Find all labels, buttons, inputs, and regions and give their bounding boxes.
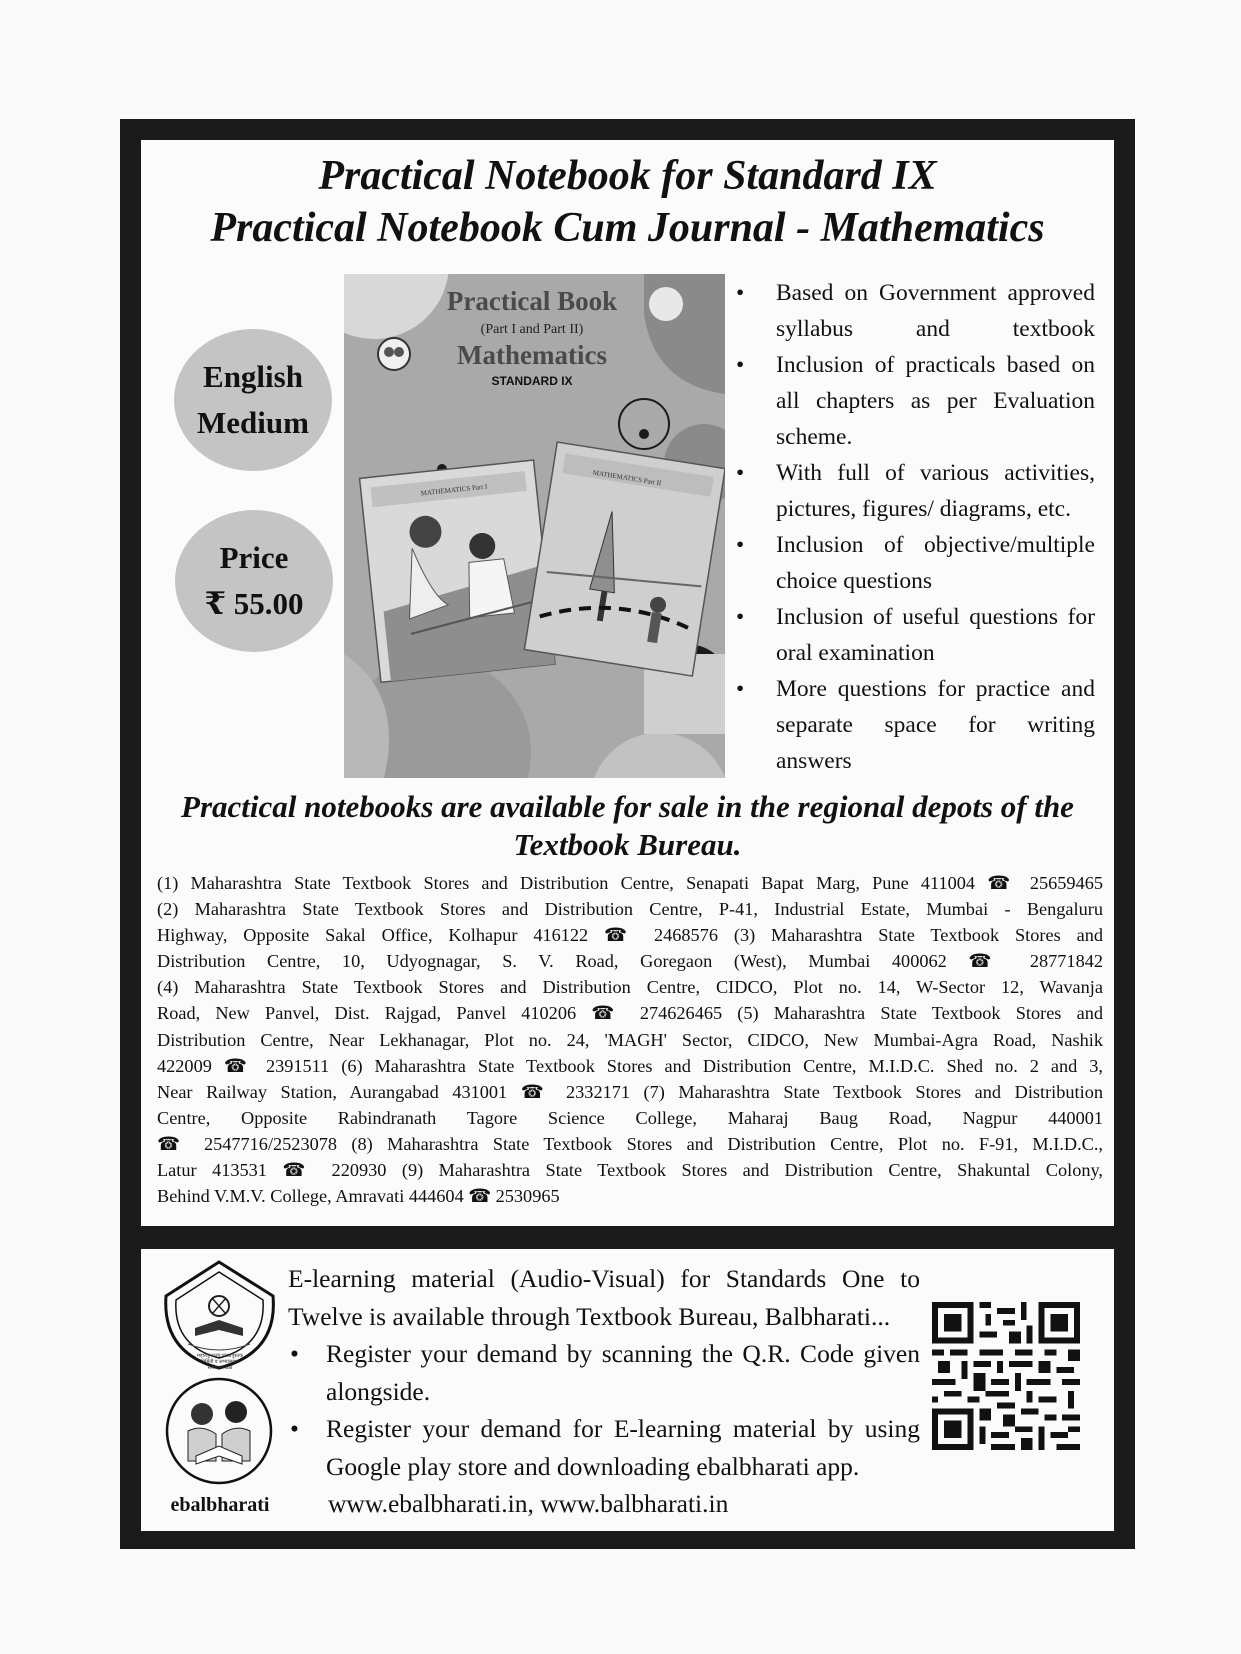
elearning-intro: E-learning material (Audio-Visual) for Standards One to Twelve is available through Textbook Bureau, Balbharati... [288,1264,920,1331]
feature-item: • Based on Government approved syllabus and textbook [735,275,1095,347]
address-line: ☎ 2547716/2523078 (8) Maharashtra State Textbook Stores and Distribution Centre, Plot no. F-91, M.I.D.C., [157,1133,1103,1154]
qr-code[interactable] [932,1302,1080,1450]
feature-list [735,275,1095,779]
cover-subtitle: (Part I and Part II) [480,322,584,337]
cover-book1-label: MATHEMATICS Part I [420,482,488,498]
address-line: Latur 413531 ☎ 220930 (9) Maharashtra State Textbook Stores and Distribution Centre, Shakuntal Colony, [157,1160,1103,1181]
address-line: Behind V.M.V. College, Amravati 444604 ☎ 2530965 [157,1186,560,1207]
elearning-point: • Register your demand for E-learning material by using Google play store and downloading ebalbharati app. [288,1410,920,1485]
address-line: Road, New Panvel, Dist. Rajgad, Panvel 410206 ☎ 274626465 (5) Maharashtra State Textbook Stores and [157,1003,1103,1024]
address-line: Centre, Opposite Rabindranath Tagore Science College, Maharaj Baug Road, Nagpur 440001 [157,1107,1103,1128]
elearning-point: • Register your demand by scanning the Q.R. Code given alongside. [288,1335,920,1410]
address-line: (2) Maharashtra State Textbook Stores and Distribution Centre, P-41, Industrial Estate, Mumbai - Bengaluru [157,899,1103,920]
address-line: (1) Maharashtra State Textbook Stores and Distribution Centre, Senapati Bapat Marg, Pune 411004 ☎ 25659465 [157,873,1103,893]
feature-item: • Inclusion of practicals based on all chapters as per Evaluation scheme. [735,347,1095,455]
medium-badge [174,329,332,471]
elearning-info [288,1260,920,1523]
address-line: Distribution Centre, 10, Udyognagar, S. V. Road, Goregaon (West), Mumbai 400062 ☎ 28771842 [157,951,1103,972]
page-title: Practical Notebook for Standard IX [318,153,937,199]
feature-item: • Inclusion of objective/multiple choice questions [735,527,1095,599]
ebalbharati-logo [160,1376,279,1486]
price-label: Price [219,540,289,575]
price-badge [175,510,333,652]
feature-item: • With full of various activities, pictures, figures/ diagrams, etc. [735,455,1095,527]
cover-subject: Mathematics [457,340,607,370]
address-line: Highway, Opposite Sakal Office, Kolhapur 416122 ☎ 2468576 (3) Maharashtra State Textbook Stores and [157,925,1103,946]
medium-badge-line1: English [203,359,303,394]
address-line: Near Railway Station, Aurangabad 431001 ☎ 2332171 (7) Maharashtra State Textbook Stores and Distribution [157,1081,1103,1102]
feature-item: • Inclusion of useful questions for oral examination [735,599,1095,671]
price-value: ₹ 55.00 [204,586,304,621]
cover-title: Practical Book [446,286,618,316]
book-cover-image [344,274,725,778]
address-line: (4) Maharashtra State Textbook Stores and Distribution Centre, CIDCO, Plot no. 14, W-Sector 12, Wavanja [157,977,1103,998]
cover-book2-label: MATHEMATICS Part II [592,468,662,488]
cover-standard: STANDARD IX [491,374,573,388]
depot-addresses [157,870,1103,1209]
address-line: 422009 ☎ 2391511 (6) Maharashtra State Textbook Stores and Distribution Centre, M.I.D.C. Shed no. 2 and 3, [157,1055,1103,1076]
seal-text: महाराष्ट्र राज्य पाठ्यपुस्तक निर्मिती व अभ्यासक्रम संशोधन मंडळ [196,1354,244,1371]
availability-heading: Practical notebooks are available for sale in the regional depots of the Textbook Bureau. [181,789,1074,862]
page-subtitle: Practical Notebook Cum Journal - Mathematics [210,205,1045,251]
website-links[interactable]: www.ebalbharati.in, www.balbharati.in [328,1489,729,1518]
feature-item: • More questions for practice and separate space for writing answers [735,671,1095,779]
address-line: Distribution Centre, Near Lekhanagar, Plot no. 24, 'MAGH' Sector, CIDCO, New Mumbai-Agra Road, Nashik [157,1029,1103,1050]
ebalbharati-brand: ebalbharati [170,1494,270,1516]
medium-badge-line2: Medium [197,405,309,440]
